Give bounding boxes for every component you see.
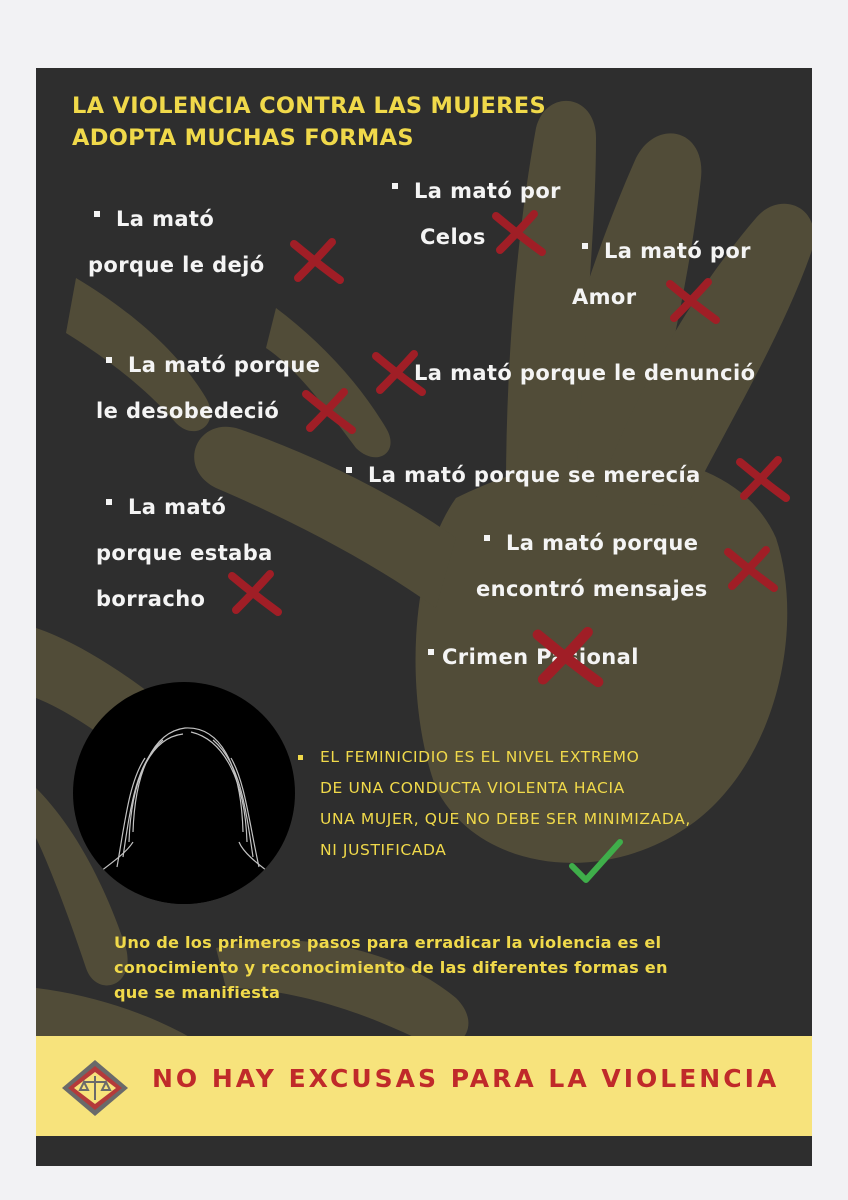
bullet-icon [392,183,398,189]
bullet-icon [346,467,352,473]
reason-text: La mató porque [128,353,321,377]
reason-item [476,520,708,612]
statement-line: EL FEMINICIDIO ES EL NIVEL EXTREMO [320,748,640,766]
bullet-icon [94,211,100,217]
note-line: Uno de los primeros pasos para erradicar la violencia es el [114,933,662,952]
reason-item [88,196,265,288]
awareness-note [114,930,668,1005]
poster-title [72,90,546,154]
banner-slogan: NO HAY EXCUSAS PARA LA VIOLENCIA [152,1064,780,1093]
reason-text: La mató porque le denunció [414,361,756,385]
statement-line: DE UNA CONDUCTA VIOLENTA HACIA [320,779,625,797]
x-mark-icon [734,454,792,504]
reason-text: Celos [420,225,486,249]
reason-text: le desobedeció [96,399,280,423]
woman-silhouette-icon [73,682,295,904]
reason-text: borracho [96,587,206,611]
reason-text: Amor [572,285,637,309]
note-line: conocimiento y reconocimiento de las diferentes formas en [114,958,668,977]
reason-text: La mató por [414,179,561,203]
x-mark-icon [300,386,358,436]
reason-item [414,350,755,396]
title-line: LA VIOLENCIA CONTRA LAS MUJERES [72,93,546,119]
reason-item [96,342,321,434]
bullet-icon [298,755,303,760]
bullet-icon [484,535,490,541]
reason-text: encontró mensajes [476,577,708,601]
x-mark-icon [530,624,606,690]
x-mark-icon [370,348,428,398]
x-mark-icon [288,236,346,286]
reason-text: La mató porque se merecía [368,463,701,487]
organization-logo-icon [60,1058,130,1118]
bullet-icon [106,357,112,363]
reason-text: Crimen Pasional [442,645,639,669]
reason-item [346,452,701,498]
poster [36,68,812,1166]
reason-text: La mató [128,495,227,519]
x-mark-icon [226,568,284,618]
x-mark-icon [664,276,722,326]
note-line: que se manifiesta [114,983,281,1002]
statement-line: UNA MUJER, QUE NO DEBE SER MINIMIZADA, [320,810,691,828]
reason-text: La mató por [604,239,751,263]
bullet-icon [106,499,112,505]
slogan-banner [36,1036,812,1136]
check-mark-icon [566,836,626,886]
reason-text: La mató [116,207,215,231]
statement-line: NI JUSTIFICADA [320,841,447,859]
feminicide-statement [298,742,691,866]
bullet-icon [582,243,588,249]
title-line: ADOPTA MUCHAS FORMAS [72,125,414,151]
reason-text: porque le dejó [88,253,265,277]
x-mark-icon [490,208,548,258]
reason-text: porque estaba [96,541,273,565]
x-mark-icon [722,544,780,594]
reason-text: La mató porque [506,531,699,555]
bullet-icon [428,649,434,655]
